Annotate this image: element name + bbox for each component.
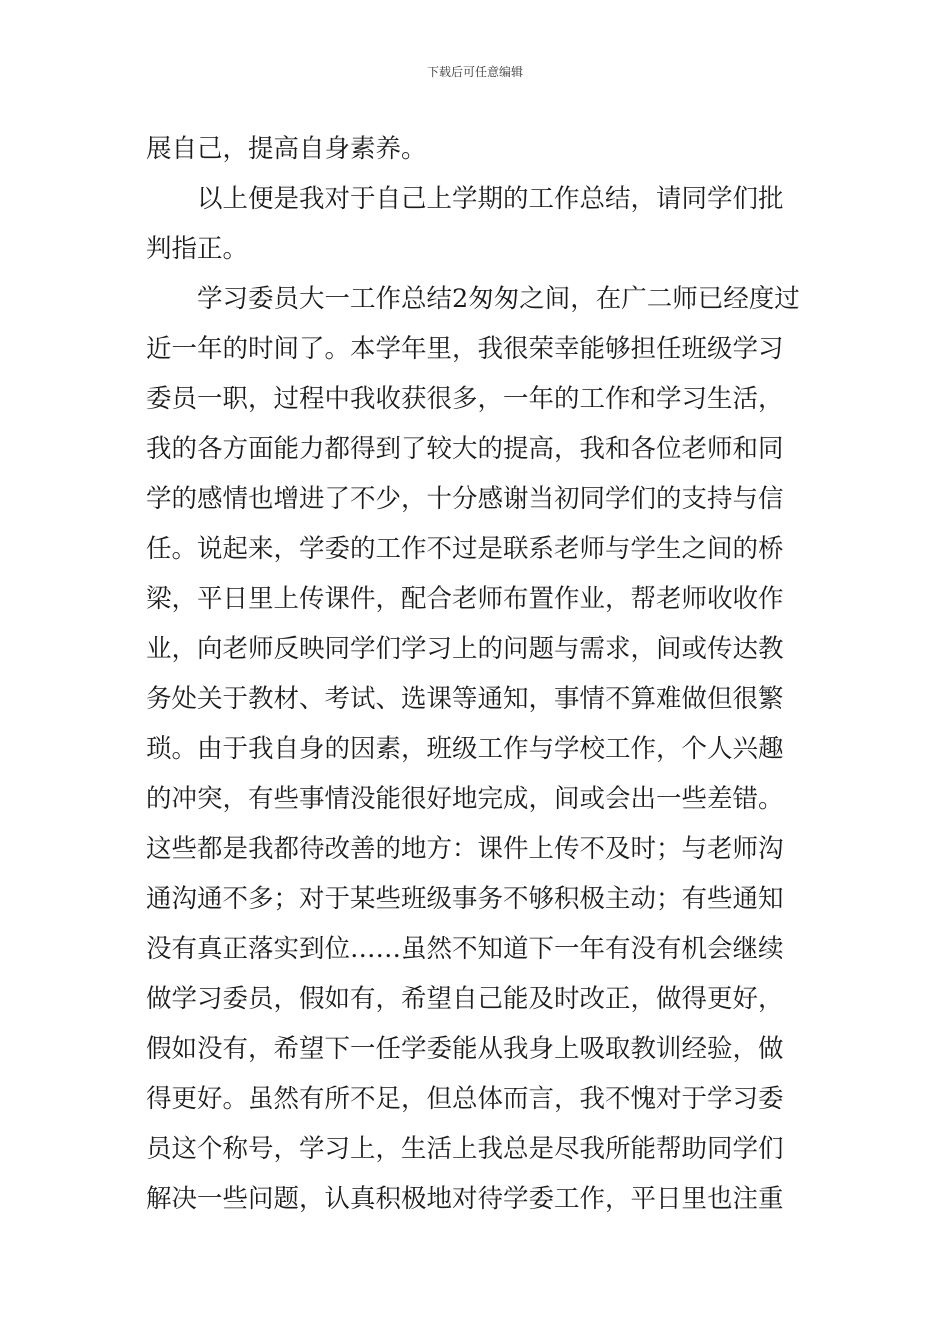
paragraph-1-line-1: 展自己，提高自身素养。 xyxy=(146,134,427,164)
page-header: 下载后可任意编辑 xyxy=(426,65,523,79)
paragraph-3-line-4: 我的各方面能力都得到了较大的提高，我和各位老师和同 xyxy=(146,434,784,464)
paragraph-3-line-14: 没有真正落实到位……虽然不知道下一年有没有机会继续 xyxy=(146,934,784,964)
paragraph-3-line-16: 假如没有，希望下一任学委能从我身上吸取教训经验，做 xyxy=(146,1034,784,1064)
paragraph-3-line-17: 得更好。虽然有所不足，但总体而言，我不愧对于学习委 xyxy=(146,1084,784,1114)
paragraph-3-line-5: 学的感情也增进了不少，十分感谢当初同学们的支持与信 xyxy=(146,484,784,514)
paragraph-3-line-1: 学习委员大一工作总结2匆匆之间，在广二师已经度过 xyxy=(197,284,800,314)
paragraph-3-line-19: 解决一些问题，认真积极地对待学委工作，平日里也注重 xyxy=(146,1184,784,1214)
paragraph-3-line-15: 做学习委员，假如有，希望自己能及时改正，做得更好， xyxy=(146,984,784,1014)
paragraph-3-line-2: 近一年的时间了。本学年里，我很荣幸能够担任班级学习 xyxy=(146,334,784,364)
paragraph-3-line-13: 通沟通不多；对于某些班级事务不够积极主动；有些通知 xyxy=(146,884,784,914)
paragraph-3-line-8: 业，向老师反映同学们学习上的问题与需求，间或传达教 xyxy=(146,634,784,664)
paragraph-3-line-9: 务处关于教材、考试、选课等通知，事情不算难做但很繁 xyxy=(146,684,784,714)
paragraph-3-line-3: 委员一职，过程中我收获很多，一年的工作和学习生活， xyxy=(146,384,784,414)
paragraph-3-line-11: 的冲突，有些事情没能很好地完成，间或会出一些差错。 xyxy=(146,784,784,814)
paragraph-3-line-7: 梁，平日里上传课件，配合老师布置作业，帮老师收收作 xyxy=(146,584,784,614)
paragraph-2-line-1: 以上便是我对于自己上学期的工作总结，请同学们批 xyxy=(197,184,784,214)
paragraph-3-line-10: 琐。由于我自身的因素，班级工作与学校工作，个人兴趣 xyxy=(146,734,784,764)
paragraph-2-line-2: 判指正。 xyxy=(146,234,249,264)
paragraph-3-line-6: 任。说起来，学委的工作不过是联系老师与学生之间的桥 xyxy=(146,534,784,564)
body-text xyxy=(146,124,808,1224)
paragraph-3-line-18: 员这个称号，学习上，生活上我总是尽我所能帮助同学们 xyxy=(146,1134,784,1164)
paragraph-3-line-12: 这些都是我都待改善的地方：课件上传不及时；与老师沟 xyxy=(146,834,784,864)
